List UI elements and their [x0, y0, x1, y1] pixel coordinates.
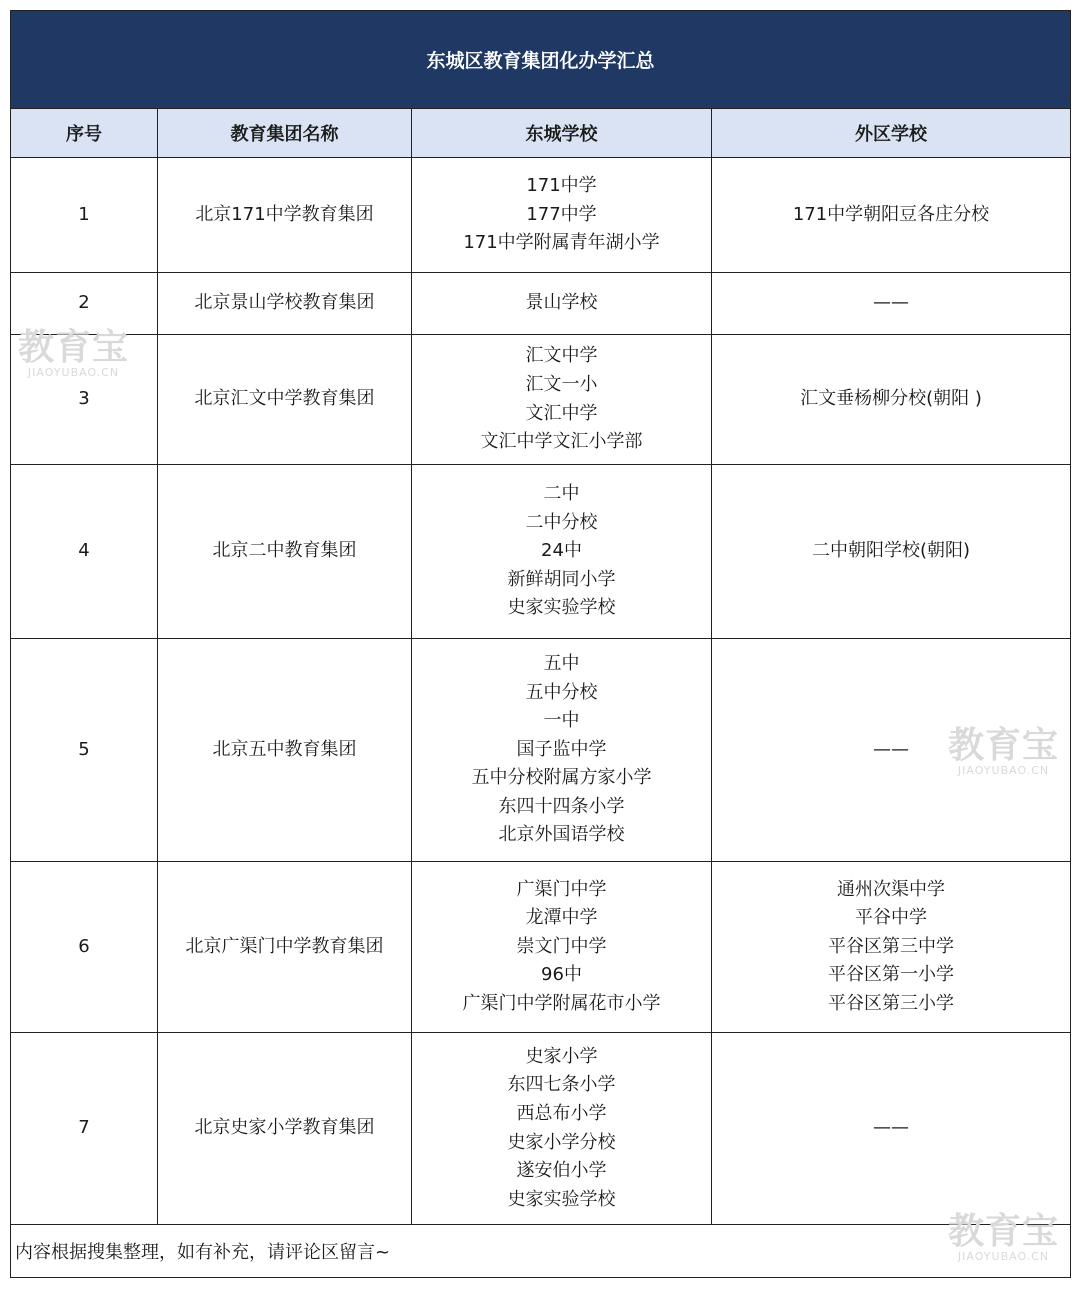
watermark: 教育宝 JIAOYUBAO.CN — [948, 725, 1060, 777]
table-row — [11, 335, 1071, 465]
school-name: 平谷区第三小学 — [828, 992, 954, 1014]
cell-outside-schools — [712, 862, 1071, 1033]
school-name: 北京外国语学校 — [498, 824, 625, 846]
school-name: 广渠门中学 — [516, 878, 607, 900]
watermark: 教育宝 JIAOYUBAO.CN — [948, 1211, 1060, 1263]
cell-no: 7 — [11, 1033, 158, 1225]
school-name: 广渠门中学附属花市小学 — [462, 992, 661, 1014]
school-name: 五中分校附属方家小学 — [471, 767, 652, 789]
school-name: 五中 — [543, 652, 580, 674]
school-name: 史家实验学校 — [507, 1188, 616, 1210]
cell-dongcheng-schools — [412, 1033, 712, 1225]
school-name: 国子监中学 — [516, 738, 607, 760]
school-name: 平谷区第一小学 — [828, 964, 954, 986]
header-row — [11, 109, 1071, 158]
school-name: 171中学 — [526, 175, 597, 197]
header-group: 教育集团名称 — [158, 109, 412, 158]
summary-table — [10, 10, 1071, 1278]
school-name: 文汇中学文汇小学部 — [480, 431, 643, 453]
school-name: 崇文门中学 — [516, 935, 607, 957]
school-name: 景山学校 — [525, 292, 598, 314]
footnote: 内容根据搜集整理，如有补充，请评论区留言~ — [11, 1225, 1071, 1278]
school-name: 171中学附属青年湖小学 — [463, 232, 660, 254]
school-name: 171中学朝阳豆各庄分校 — [792, 203, 990, 225]
school-name: 汇文垂杨柳分校(朝阳 ) — [800, 388, 982, 410]
cell-group-name: 北京景山学校教育集团 — [158, 273, 412, 335]
school-name: 汇文中学 — [525, 345, 598, 367]
school-name: 史家小学分校 — [507, 1131, 616, 1153]
cell-group-name: 北京汇文中学教育集团 — [158, 335, 412, 465]
school-name: —— — [873, 292, 909, 314]
table-row — [11, 465, 1071, 639]
school-name: —— — [873, 1117, 909, 1139]
table-title: 东城区教育集团化办学汇总 — [11, 11, 1071, 109]
cell-dongcheng-schools — [412, 158, 712, 273]
school-name: 新鲜胡同小学 — [507, 568, 616, 590]
header-dongcheng: 东城学校 — [412, 109, 712, 158]
table-row — [11, 862, 1071, 1033]
school-name: 汇文一小 — [525, 373, 598, 395]
cell-no: 2 — [11, 273, 158, 335]
cell-group-name: 北京史家小学教育集团 — [158, 1033, 412, 1225]
school-name: 平谷区第三中学 — [828, 935, 954, 957]
header-no: 序号 — [11, 109, 158, 158]
cell-no: 3 — [11, 335, 158, 465]
school-name: 史家小学 — [525, 1045, 598, 1067]
school-name: 二中 — [543, 483, 580, 505]
cell-group-name: 北京171中学教育集团 — [158, 158, 412, 273]
cell-dongcheng-schools — [412, 862, 712, 1033]
cell-no: 5 — [11, 639, 158, 862]
cell-no: 4 — [11, 465, 158, 639]
school-name: 24中 — [541, 540, 582, 562]
cell-group-name: 北京五中教育集团 — [158, 639, 412, 862]
school-name: 96中 — [541, 964, 582, 986]
summary-sheet — [10, 10, 1070, 1278]
school-name: 龙潭中学 — [525, 907, 598, 929]
cell-no: 1 — [11, 158, 158, 273]
school-name: 二中分校 — [525, 511, 598, 533]
cell-dongcheng-schools — [412, 273, 712, 335]
school-name: 东四十四条小学 — [498, 795, 625, 817]
cell-outside-schools — [712, 158, 1071, 273]
cell-no: 6 — [11, 862, 158, 1033]
school-name: 二中朝阳学校(朝阳) — [811, 540, 971, 562]
school-name: 通州次渠中学 — [837, 878, 945, 900]
cell-dongcheng-schools — [412, 639, 712, 862]
watermark: 教育宝 JIAOYUBAO.CN — [18, 327, 130, 379]
table-row — [11, 639, 1071, 862]
school-name: 西总布小学 — [516, 1102, 607, 1124]
school-name: 五中分校 — [525, 681, 598, 703]
cell-group-name: 北京二中教育集团 — [158, 465, 412, 639]
school-name: 一中 — [543, 710, 580, 732]
cell-outside-schools — [712, 273, 1071, 335]
cell-outside-schools — [712, 1033, 1071, 1225]
cell-outside-schools — [712, 465, 1071, 639]
school-name: —— — [873, 738, 909, 760]
school-name: 遂安伯小学 — [516, 1160, 607, 1182]
table-body — [11, 158, 1071, 1225]
table-row — [11, 273, 1071, 335]
school-name: 平谷中学 — [855, 907, 927, 929]
school-name: 177中学 — [526, 203, 597, 225]
cell-dongcheng-schools — [412, 335, 712, 465]
school-name: 东四七条小学 — [507, 1074, 616, 1096]
table-row — [11, 1033, 1071, 1225]
cell-group-name: 北京广渠门中学教育集团 — [158, 862, 412, 1033]
school-name: 文汇中学 — [525, 402, 598, 424]
school-name: 史家实验学校 — [507, 597, 616, 619]
table-row — [11, 158, 1071, 273]
cell-dongcheng-schools — [412, 465, 712, 639]
header-outside: 外区学校 — [712, 109, 1071, 158]
cell-outside-schools — [712, 335, 1071, 465]
